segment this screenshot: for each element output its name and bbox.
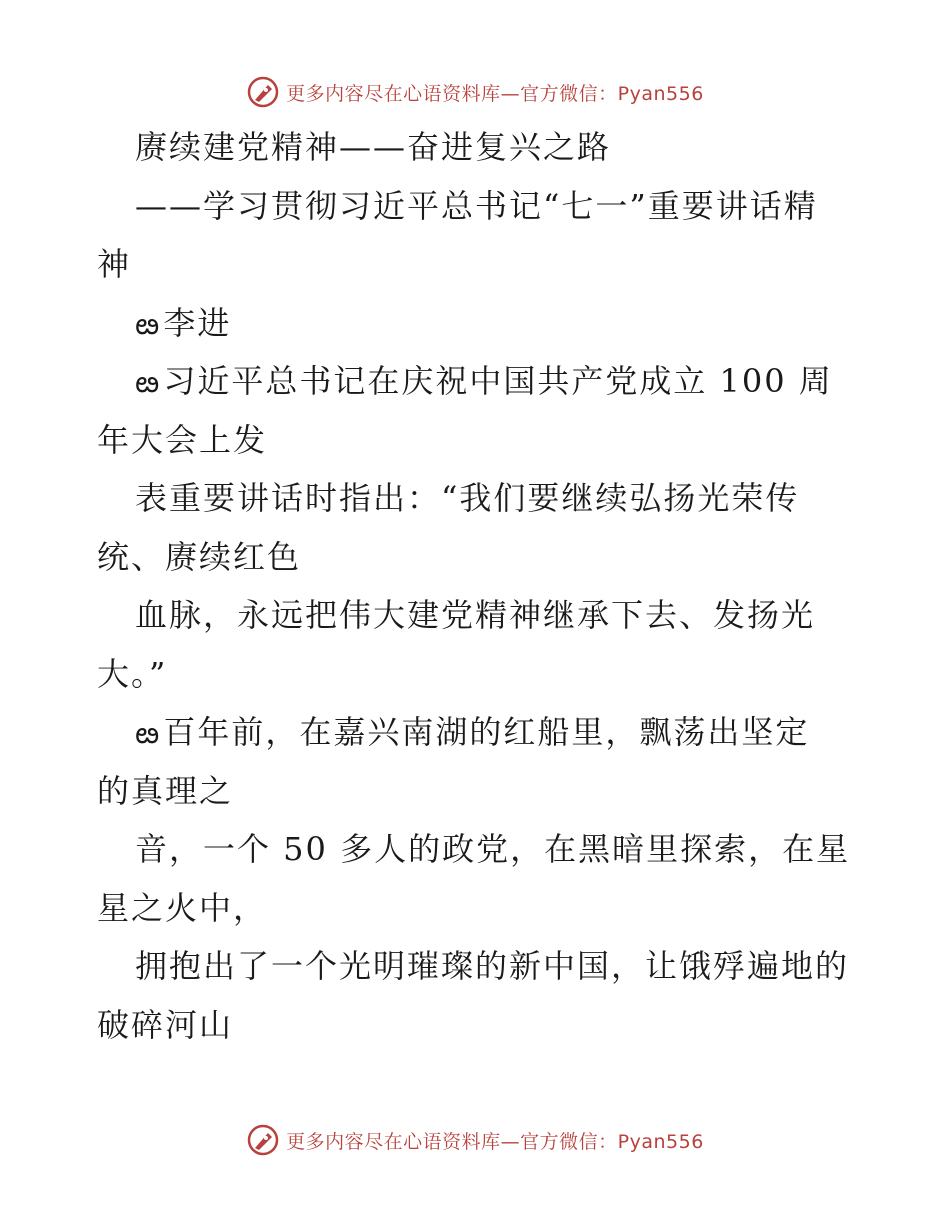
text-line: [97, 937, 867, 996]
line-text: ——学习贯彻习近平总书记“七一”重要讲话精: [135, 186, 818, 225]
line-text: 星之火中，: [97, 888, 268, 927]
line-text: 统、赓续红色: [97, 537, 302, 576]
line-text: 百年前，在嘉兴南湖的红船里，飘荡出坚定: [163, 713, 810, 751]
text-line: [97, 528, 867, 587]
pen-nib-logo-icon: [246, 1123, 280, 1157]
text-line: [97, 118, 867, 177]
line-text: 的真理之: [97, 771, 234, 810]
line-text: 习近平总书记在庆祝中国共产党成立 100 周: [163, 362, 833, 400]
pen-nib-logo-icon: [246, 75, 280, 109]
header-watermark: [0, 72, 950, 112]
text-line: [97, 352, 867, 411]
line-text: 血脉，永远把伟大建党精神继承下去、发扬光: [135, 596, 816, 634]
line-text: 音，一个 50 多人的政党，在黑暗里探索，在星: [135, 830, 851, 868]
text-line: [97, 996, 867, 1055]
text-line: [97, 645, 867, 704]
line-text: 拥抱出了一个光明璀璨的新中国，让饿殍遍地的: [135, 947, 850, 985]
text-line: [97, 879, 867, 938]
text-line: [97, 820, 867, 879]
text-line: [97, 411, 867, 470]
document-body: [97, 118, 867, 1054]
line-text: 年大会上发: [97, 420, 268, 459]
text-line: [97, 703, 867, 762]
text-line: [97, 235, 867, 294]
line-text: 神: [97, 245, 132, 283]
ornament-bullet-icon: ఴ: [135, 306, 162, 342]
text-line: [97, 469, 867, 528]
text-line: [97, 586, 867, 645]
text-line: [97, 762, 867, 821]
watermark-text: 更多内容尽在心语资料库—官方微信：Pyan556: [286, 1130, 704, 1153]
footer-watermark: [0, 1120, 950, 1160]
ornament-bullet-icon: ఴ: [135, 365, 162, 400]
watermark-text: 更多内容尽在心语资料库—官方微信：Pyan556: [286, 82, 704, 105]
line-text: 破碎河山: [97, 1005, 234, 1044]
ornament-bullet-icon: ఴ: [135, 716, 162, 751]
line-text: 赓续建党精神——奋进复兴之路: [135, 128, 612, 166]
text-line: [97, 294, 867, 353]
line-text: 李进: [163, 303, 232, 342]
line-text: 大。”: [97, 654, 168, 693]
line-text: 表重要讲话时指出：“我们要继续弘扬光荣传: [135, 479, 800, 517]
text-line: [97, 177, 867, 236]
